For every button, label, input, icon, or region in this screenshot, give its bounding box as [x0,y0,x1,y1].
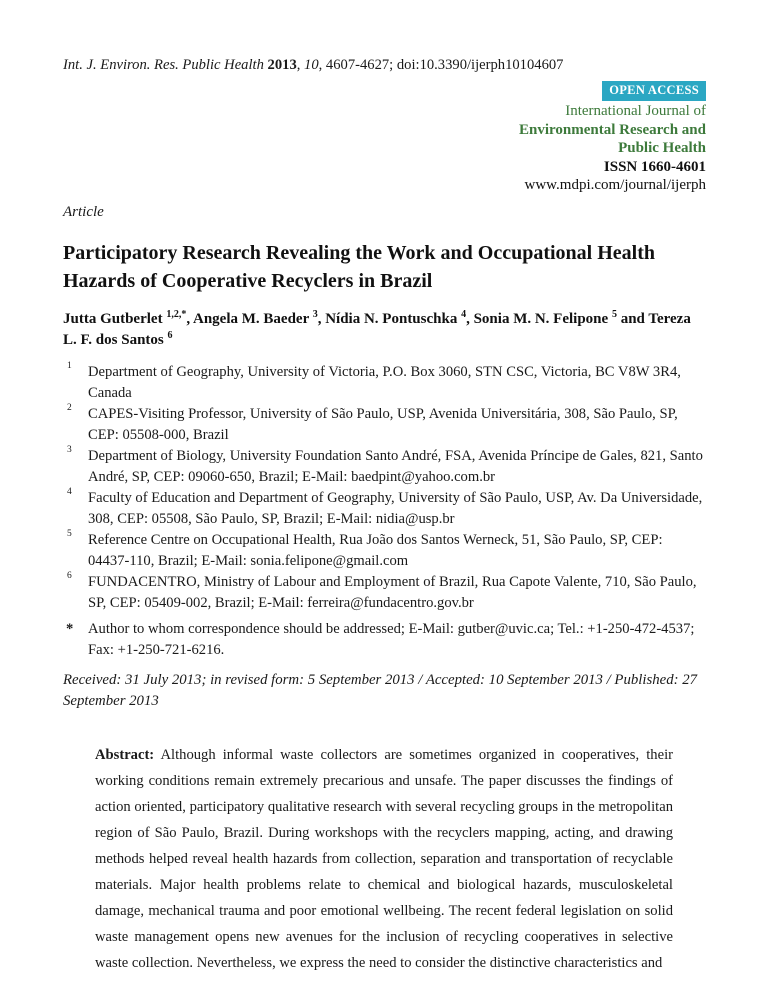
affiliation-item: 4 Faculty of Education and Department of Geography, University of São Paulo, USP, Av. Da Universidade, 308, CEP: 05508, São Paulo, SP, Brazil; E-Mail: nidia@usp.br [67,486,703,527]
article-type-label: Article [63,203,104,220]
affiliation-item: 6 FUNDACENTRO, Ministry of Labour and Employment of Brazil, Rua Capote Valente, 710, São Paulo, SP, CEP: 05409-002, Brazil; E-Mail: ferreira@fundacentro.gov.br [67,570,697,611]
affiliation-text: Department of Geography, University of Victoria, P.O. Box 3060, STN CSC, Victoria, BC V8W 3R4, Canada [88,363,681,401]
affiliations-list [63,362,706,614]
journal-citation-line: Int. J. Environ. Res. Public Health 2013, 10, 4607-4627; doi:10.3390/ijerph10104607 [63,57,564,73]
affiliation-text: CAPES-Visiting Professor, University of São Paulo, USP, Avenida Universitária, 308, São Paulo, SP, CEP: 05508-000, Brazil [88,405,678,443]
open-access-badge-row [63,81,706,101]
journal-name-line-3: Public Health [618,140,706,156]
affiliation-item: 3 Department of Biology, University Foundation Santo André, FSA, Avenida Príncipe de Gales, 821, Santo André, SP, CEP: 09060-650, Brazil; E-Mail: baedpint@yahoo.com.br [67,444,703,485]
publication-history: Received: 31 July 2013; in revised form: 5 September 2013 / Accepted: 10 September 2013 / Published: 27 September 2013 [63,671,698,709]
journal-masthead [63,102,706,195]
journal-name-line-1: International Journal of [565,103,706,119]
affiliation-text: Faculty of Education and Department of Geography, University of São Paulo, USP, Av. Da Universidade, 308, CEP: 05508, São Paulo, SP, Brazil; E-Mail: nidia@usp.br [88,489,703,527]
affiliation-item: 2 CAPES-Visiting Professor, University of São Paulo, USP, Avenida Universitária, 308, São Paulo, SP, CEP: 05508-000, Brazil [67,402,678,443]
journal-name-line-2: Environmental Research and [519,121,706,138]
journal-issn: ISSN 1660-4601 [603,158,706,175]
correspondence-note [63,619,706,661]
affiliation-item: 1 Department of Geography, University of Victoria, P.O. Box 3060, STN CSC, Victoria, BC V8W 3R4, Canada [67,360,681,401]
abstract: Abstract: Although informal waste collectors are sometimes organized in cooperatives, their working conditions remain extremely precarious and unsafe. The paper discusses the findings of action oriented, participatory qualitative research with several recycling groups in the metropolitan region of São Paulo, Brazil. During workshops with the recyclers mapping, acting, and drawing methods helped reveal health hazards from collection, separation and transportation of recyclable materials. Major health problems relate to chemical and biological hazards, musculoskeletal damage, mechanical trauma and poor emotional wellbeing. The recent federal legislation on solid waste management opens new avenues for the inclusion of recycling cooperatives in selective waste collection. Nevertheless, we express the need to consider the distinctive characteristics and [95,746,673,971]
affiliation-text: Department of Biology, University Foundation Santo André, FSA, Avenida Príncipe de Gales, 821, Santo André, SP, CEP: 09060-650, Brazil; E-Mail: baedpint@yahoo.com.br [88,447,703,485]
authors-line: Jutta Gutberlet $^{1,2,*}$, Angela M. Baeder $^3$, Nídia N. Pontuschka $^4$, Sonia M. N. Felipone $^5$ and Tereza L. F. dos Santos $^6$ [63,308,691,348]
affiliation-text: Reference Centre on Occupational Health, Rua João dos Santos Werneck, 51, São Paulo, SP, CEP: 04437-110, Brazil; E-Mail: sonia.felipone@gmail.com [88,531,663,569]
journal-url: www.mdpi.com/journal/ijerph [524,177,706,193]
paper-title: Participatory Research Revealing the Work and Occupational Health Hazards of Cooperative Recyclers in Brazil [63,241,656,292]
affiliation-text: FUNDACENTRO, Ministry of Labour and Employment of Brazil, Rua Capote Valente, 710, São Paulo, SP, CEP: 05409-002, Brazil; E-Mail: ferreira@fundacentro.gov.br [88,573,697,611]
correspondence-marker: * [66,620,74,637]
correspondence-text: Author to whom correspondence should be addressed; E-Mail: gutber@uvic.ca; Tel.: +1-250-472-4537; Fax: +1-250-721-6216. [88,620,695,658]
affiliation-item: 5 Reference Centre on Occupational Health, Rua João dos Santos Werneck, 51, São Paulo, SP, CEP: 04437-110, Brazil; E-Mail: sonia.felipone@gmail.com [67,528,663,569]
open-access-badge: OPEN ACCESS [602,81,706,101]
